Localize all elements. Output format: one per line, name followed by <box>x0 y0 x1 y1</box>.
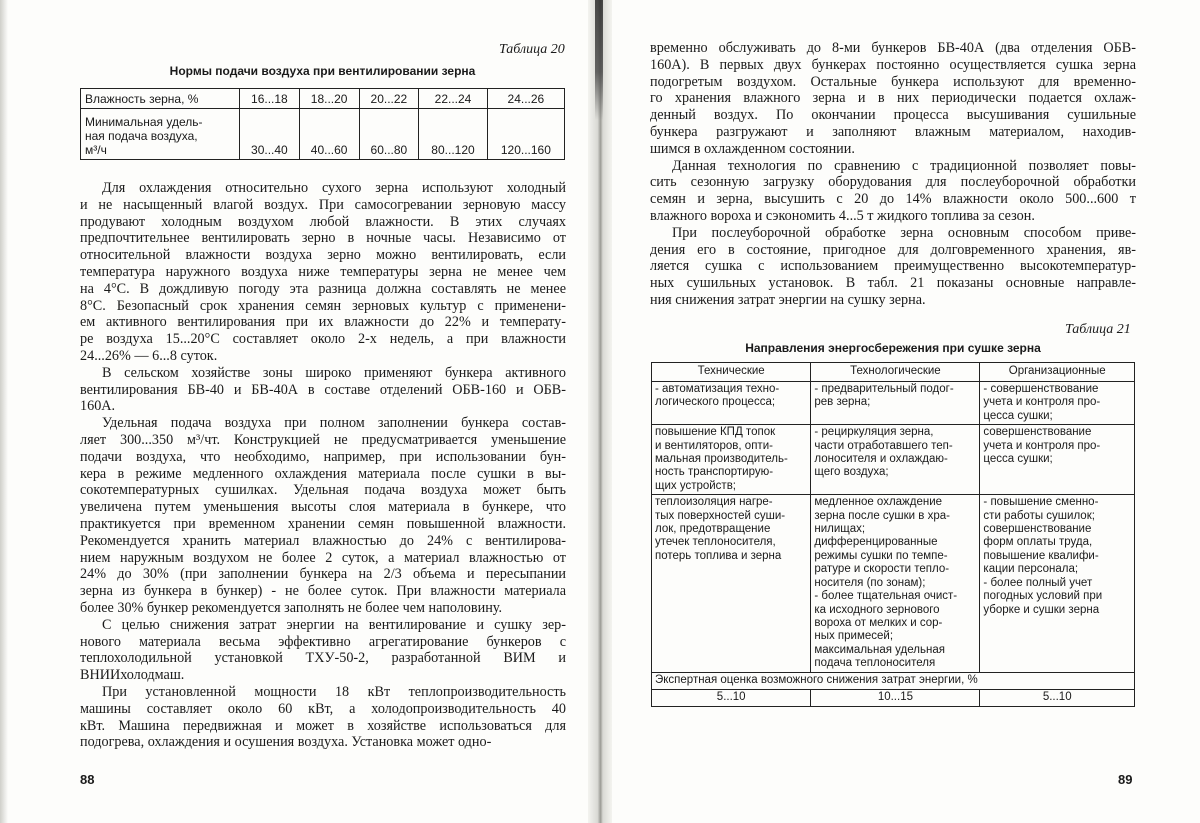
cell-line: - повышение сменно- <box>983 496 1099 509</box>
cell-line: щего воздуха; <box>814 466 889 479</box>
cell-line: подача теплоносителя <box>814 657 936 670</box>
cell-line: щих устройств; <box>655 479 737 492</box>
table21-header-cell: Технологические <box>811 363 980 382</box>
text-line: денный воздух. По окончании процесса высушивания сушильные <box>650 107 1136 124</box>
text-line: увеличена путем уменьшения высоты слоя материала в бункере, что <box>80 499 566 516</box>
text-line: го хранения влажного зерна и в них периодически подается охлаж- <box>650 90 1136 107</box>
text-line: вентилирования БВ-40 и БВ-40А в составе отделений ОБВ-160 и ОБВ- <box>80 381 566 398</box>
paragraph <box>80 180 566 365</box>
text-line: влажного вороха и сэкономить 4...5 т жидкого топлива за сезон. <box>650 207 1035 224</box>
paragraph <box>650 40 1136 158</box>
cell-line: вороха от мелких и сор- <box>814 616 943 629</box>
text-line: ных сушильных установок. В табл. 21 показаны основные направле- <box>650 275 1136 292</box>
table20-header-cell: 22...24 <box>419 89 487 109</box>
cell-line: ных примесей; <box>814 630 894 643</box>
table20-header-cell: 20...22 <box>359 89 419 109</box>
text-line: Данная технология по сравнению с традиционной позволяет повы- <box>672 157 1136 174</box>
cell-line: - автоматизация техно- <box>655 383 780 395</box>
table21-cell <box>811 382 980 425</box>
cell-line: рев зерна; <box>814 396 871 409</box>
cell-line: лок, предотвращение <box>655 523 771 536</box>
cell-line: ка исходного зернового <box>814 603 940 616</box>
table21-estimate-cell: 10...15 <box>811 689 980 706</box>
text-line: 24...26% — 6...8 суток. <box>80 347 218 364</box>
cell-line: потерь топлива и зерна <box>655 549 782 562</box>
cell-line: зерна после сушки в хра- <box>814 509 950 522</box>
cell-line: - предварительный подог- <box>814 383 954 395</box>
cell-line: мальная производитель- <box>655 453 788 466</box>
left-page <box>0 0 590 823</box>
paragraph <box>80 684 566 751</box>
cell-line: погодных условий при <box>983 590 1103 603</box>
cell-line: ность транспортирую- <box>655 466 774 479</box>
table21-row <box>652 425 1135 495</box>
table20-row-label: Минимальная удель- ная подача воздуха, м³/ч <box>81 109 240 160</box>
text-line: Рекомендуется хранить материал влажностью до 24% с вентилирова- <box>80 532 566 549</box>
text-line: ляется сушка с использованием преимущественно высокотемператур- <box>650 258 1136 275</box>
table20-header-cell: Влажность зерна, % <box>81 89 240 109</box>
table20-header-row <box>81 89 565 109</box>
table20-value-cell: 30...40 <box>240 109 300 160</box>
table21-estimate-row <box>652 689 1135 706</box>
table21-cell <box>652 495 811 672</box>
cell-line: и вентиляторов, опти- <box>655 439 773 452</box>
cell-line: цесса сушки; <box>983 453 1053 466</box>
text-line: Удельная подача воздуха при полном заполнении бункера состав- <box>102 415 566 432</box>
cell-line: части отработавшего теп- <box>814 439 953 452</box>
table21-cell <box>652 425 811 495</box>
table20-value-cell: 40...60 <box>299 109 359 160</box>
right-body-text <box>650 40 1136 309</box>
cell-line: форм оплаты труда, <box>983 536 1093 549</box>
cell-line: цесса сушки; <box>983 409 1053 422</box>
book-gutter <box>588 0 612 823</box>
cell-line: - рециркуляция зерна, <box>814 426 934 439</box>
cell-line: - совершенствование <box>983 383 1099 395</box>
table21-title: Направления энергосбережения при сушке зерна <box>745 341 1041 355</box>
text-line: 160А. <box>80 398 116 415</box>
table21-cell <box>652 382 811 425</box>
text-line: кера в режиме медленного охлаждения материала после сушки в вы- <box>80 465 566 482</box>
cell-line: нилищах; <box>814 523 866 536</box>
cell-line: тых поверхностей суши- <box>655 509 786 522</box>
cell-line: носителя (по зонам); <box>814 576 926 589</box>
text-line: сить сезонную загрузку оборудования для послеуборочной обработки <box>650 174 1136 191</box>
text-line: и не насыщенный влагой воздух. При самосогревании зерновую массу <box>80 196 566 213</box>
paragraph <box>650 225 1136 309</box>
table20-value-cell: 60...80 <box>359 109 419 160</box>
text-line: теплохолодильной установкой ТХУ-50-2, разработанной ВИМ и <box>80 650 566 667</box>
table20-title: Нормы подачи воздуха при вентилировании зерна <box>169 64 476 78</box>
text-line: относительной влажности воздуха зерно можно вентилировать, если <box>80 247 566 264</box>
text-line: практикуется при временном хранении семян повышенной влажности. <box>80 515 566 532</box>
table20-value-cell: 120...160 <box>487 109 564 160</box>
left-body-text <box>80 180 566 751</box>
text-line: ляет 300...350 м³/чт. Конструкцией не предусматривается уменьшение <box>80 431 566 448</box>
table21-estimate-cell: 5...10 <box>980 689 1135 706</box>
table20-header-cell: 24...26 <box>487 89 564 109</box>
paragraph <box>80 365 566 415</box>
text-line: температура наружного воздуха ниже температуры зерна не менее чем <box>80 263 566 280</box>
text-line: шимся в охлажденном состоянии. <box>650 140 855 157</box>
text-line: При установленной мощности 18 кВт теплопроизводительность <box>102 683 566 700</box>
text-line: ре воздуха 15...20°С составляет около 2-х недель, а при влажности <box>80 331 566 348</box>
paragraph <box>650 158 1136 225</box>
text-line: семян и зерна, высушить с 20 до 14% влажности около 500...600 т <box>650 191 1136 208</box>
cell-line: лоносителя и охлаждаю- <box>814 453 948 466</box>
table21-row <box>652 495 1135 672</box>
text-line: нием наружным воздухом не более 2 суток, а материал влажностью от <box>80 549 566 566</box>
text-line: В сельском хозяйстве зоны широко применяют бункера активного <box>102 364 566 381</box>
table21-cell <box>811 495 980 672</box>
cell-line: повышение квалифи- <box>983 549 1099 562</box>
table21-header-cell: Организационные <box>980 363 1135 382</box>
text-line: зерна из бункера в бункер) - не более суток. При влажности материала <box>80 583 566 600</box>
table21-row <box>652 382 1135 425</box>
cell-line: кации персонала; <box>983 563 1079 576</box>
text-line: ВНИИхолодмаш. <box>80 667 185 684</box>
cell-line: максимальная удельная <box>814 643 945 656</box>
text-line: кВт. Машина передвижная и может в хозяйстве использоваться для <box>80 717 566 734</box>
cell-line: повышение КПД топок <box>655 426 776 439</box>
cell-line: учета и контроля про- <box>983 396 1101 409</box>
text-line: ем активного вентилирования при их влажности до 22% и температу- <box>80 314 566 331</box>
cell-line: учета и контроля про- <box>983 439 1101 452</box>
cell-line: совершенствование <box>983 523 1092 536</box>
table21-cell <box>980 495 1135 672</box>
table20-header-cell: 18...20 <box>299 89 359 109</box>
text-line: С целью снижения затрат энергии на вентилирование и сушку зер- <box>102 616 566 633</box>
text-line: более 30% бункер рекомендуется заполнять не более чем наполовину. <box>80 599 503 616</box>
text-line: на 4°С. В дождливую погоду эта разница должна составлять не менее <box>80 280 566 297</box>
table21-cell <box>980 425 1135 495</box>
cell-line: сти работы сушилок; <box>983 509 1095 522</box>
cell-line: медленное охлаждение <box>814 496 943 509</box>
text-line: 24% до 30% (при заполнении бункера на 2/3 объема и пересыпании <box>80 566 566 583</box>
table20-value-row <box>81 109 565 160</box>
text-line: подачи воздуха, что необходимо, например, при использовании бун- <box>80 448 566 465</box>
page-number: 88 <box>80 772 95 787</box>
table20 <box>80 88 565 160</box>
table20-caption: Таблица 20 <box>499 42 565 57</box>
table21-header-row <box>652 363 1135 382</box>
cell-line: - более полный учет <box>983 576 1093 589</box>
table21 <box>651 362 1135 707</box>
cell-line: совершенствование <box>983 426 1092 439</box>
cell-line: уборке и сушки зерна <box>983 603 1100 616</box>
text-line: При послеуборочной обработке зерна основным способом приве- <box>672 224 1136 241</box>
table20-value-cell: 80...120 <box>419 109 487 160</box>
text-line: предпочтительнее вентилировать зерно в ночные часы. Независимо от <box>80 230 566 247</box>
paragraph <box>80 415 566 617</box>
table21-span-cell: Экспертная оценка возможного снижения затрат энергии, % <box>652 672 1135 689</box>
table21-span-row <box>652 672 1135 689</box>
table21-header-cell: Технические <box>652 363 811 382</box>
cell-line: теплоизоляция нагре- <box>655 496 773 509</box>
table21-estimate-cell: 5...10 <box>652 689 811 706</box>
binding-mark <box>595 0 603 120</box>
cell-line: - более тщательная очист- <box>814 590 958 603</box>
page-number: 89 <box>1118 772 1133 787</box>
text-line: временно обслуживать до 8-ми бункеров БВ-40А (два отделения ОБВ- <box>650 40 1136 56</box>
cell-line: утечек теплоносителя, <box>655 536 776 549</box>
table21-cell <box>811 425 980 495</box>
table21-caption: Таблица 21 <box>1065 322 1131 337</box>
text-line: подогрева, охлаждения и осушения воздуха. Установка может одно- <box>80 734 492 751</box>
paragraph <box>80 617 566 684</box>
text-line: дения его в состояние, пригодное для долговременного хранения, яв- <box>650 241 1136 258</box>
text-line: ния снижения затрат энергии на сушку зерна. <box>650 291 926 308</box>
text-line: продувают холодным воздухом любой влажности. В этих случаях <box>80 213 566 230</box>
table20-header-cell: 16...18 <box>240 89 300 109</box>
cell-line: режимы сушки по темпе- <box>814 549 948 562</box>
cell-line: ратуре и скорости тепло- <box>814 563 950 576</box>
table21-cell <box>980 382 1135 425</box>
text-line: подогретым воздухом. Остальные бункера используют для временно- <box>650 73 1136 90</box>
cell-line: логического процесса; <box>655 396 776 409</box>
text-line: 160А). В первых двух бункерах постоянно осуществляется сушка зерна <box>650 56 1136 73</box>
text-line: 8°С. Безопасный срок хранения семян зерновых культур с применени- <box>80 297 566 314</box>
text-line: нового материала весьма эффективно агрегатирование бункеров с <box>80 633 566 650</box>
cell-line: дифференцированные <box>814 536 938 549</box>
text-line: машины составляет около 60 кВт, а холодопроизводительность 40 <box>80 700 566 717</box>
text-line: сокотемпературных сушилках. Удельная подача воздуха может быть <box>80 482 566 499</box>
text-line: бункера разгружают и заполняют влажным материалом, находив- <box>650 123 1136 140</box>
text-line: Для охлаждения относительно сухого зерна используют холодный <box>102 180 566 196</box>
